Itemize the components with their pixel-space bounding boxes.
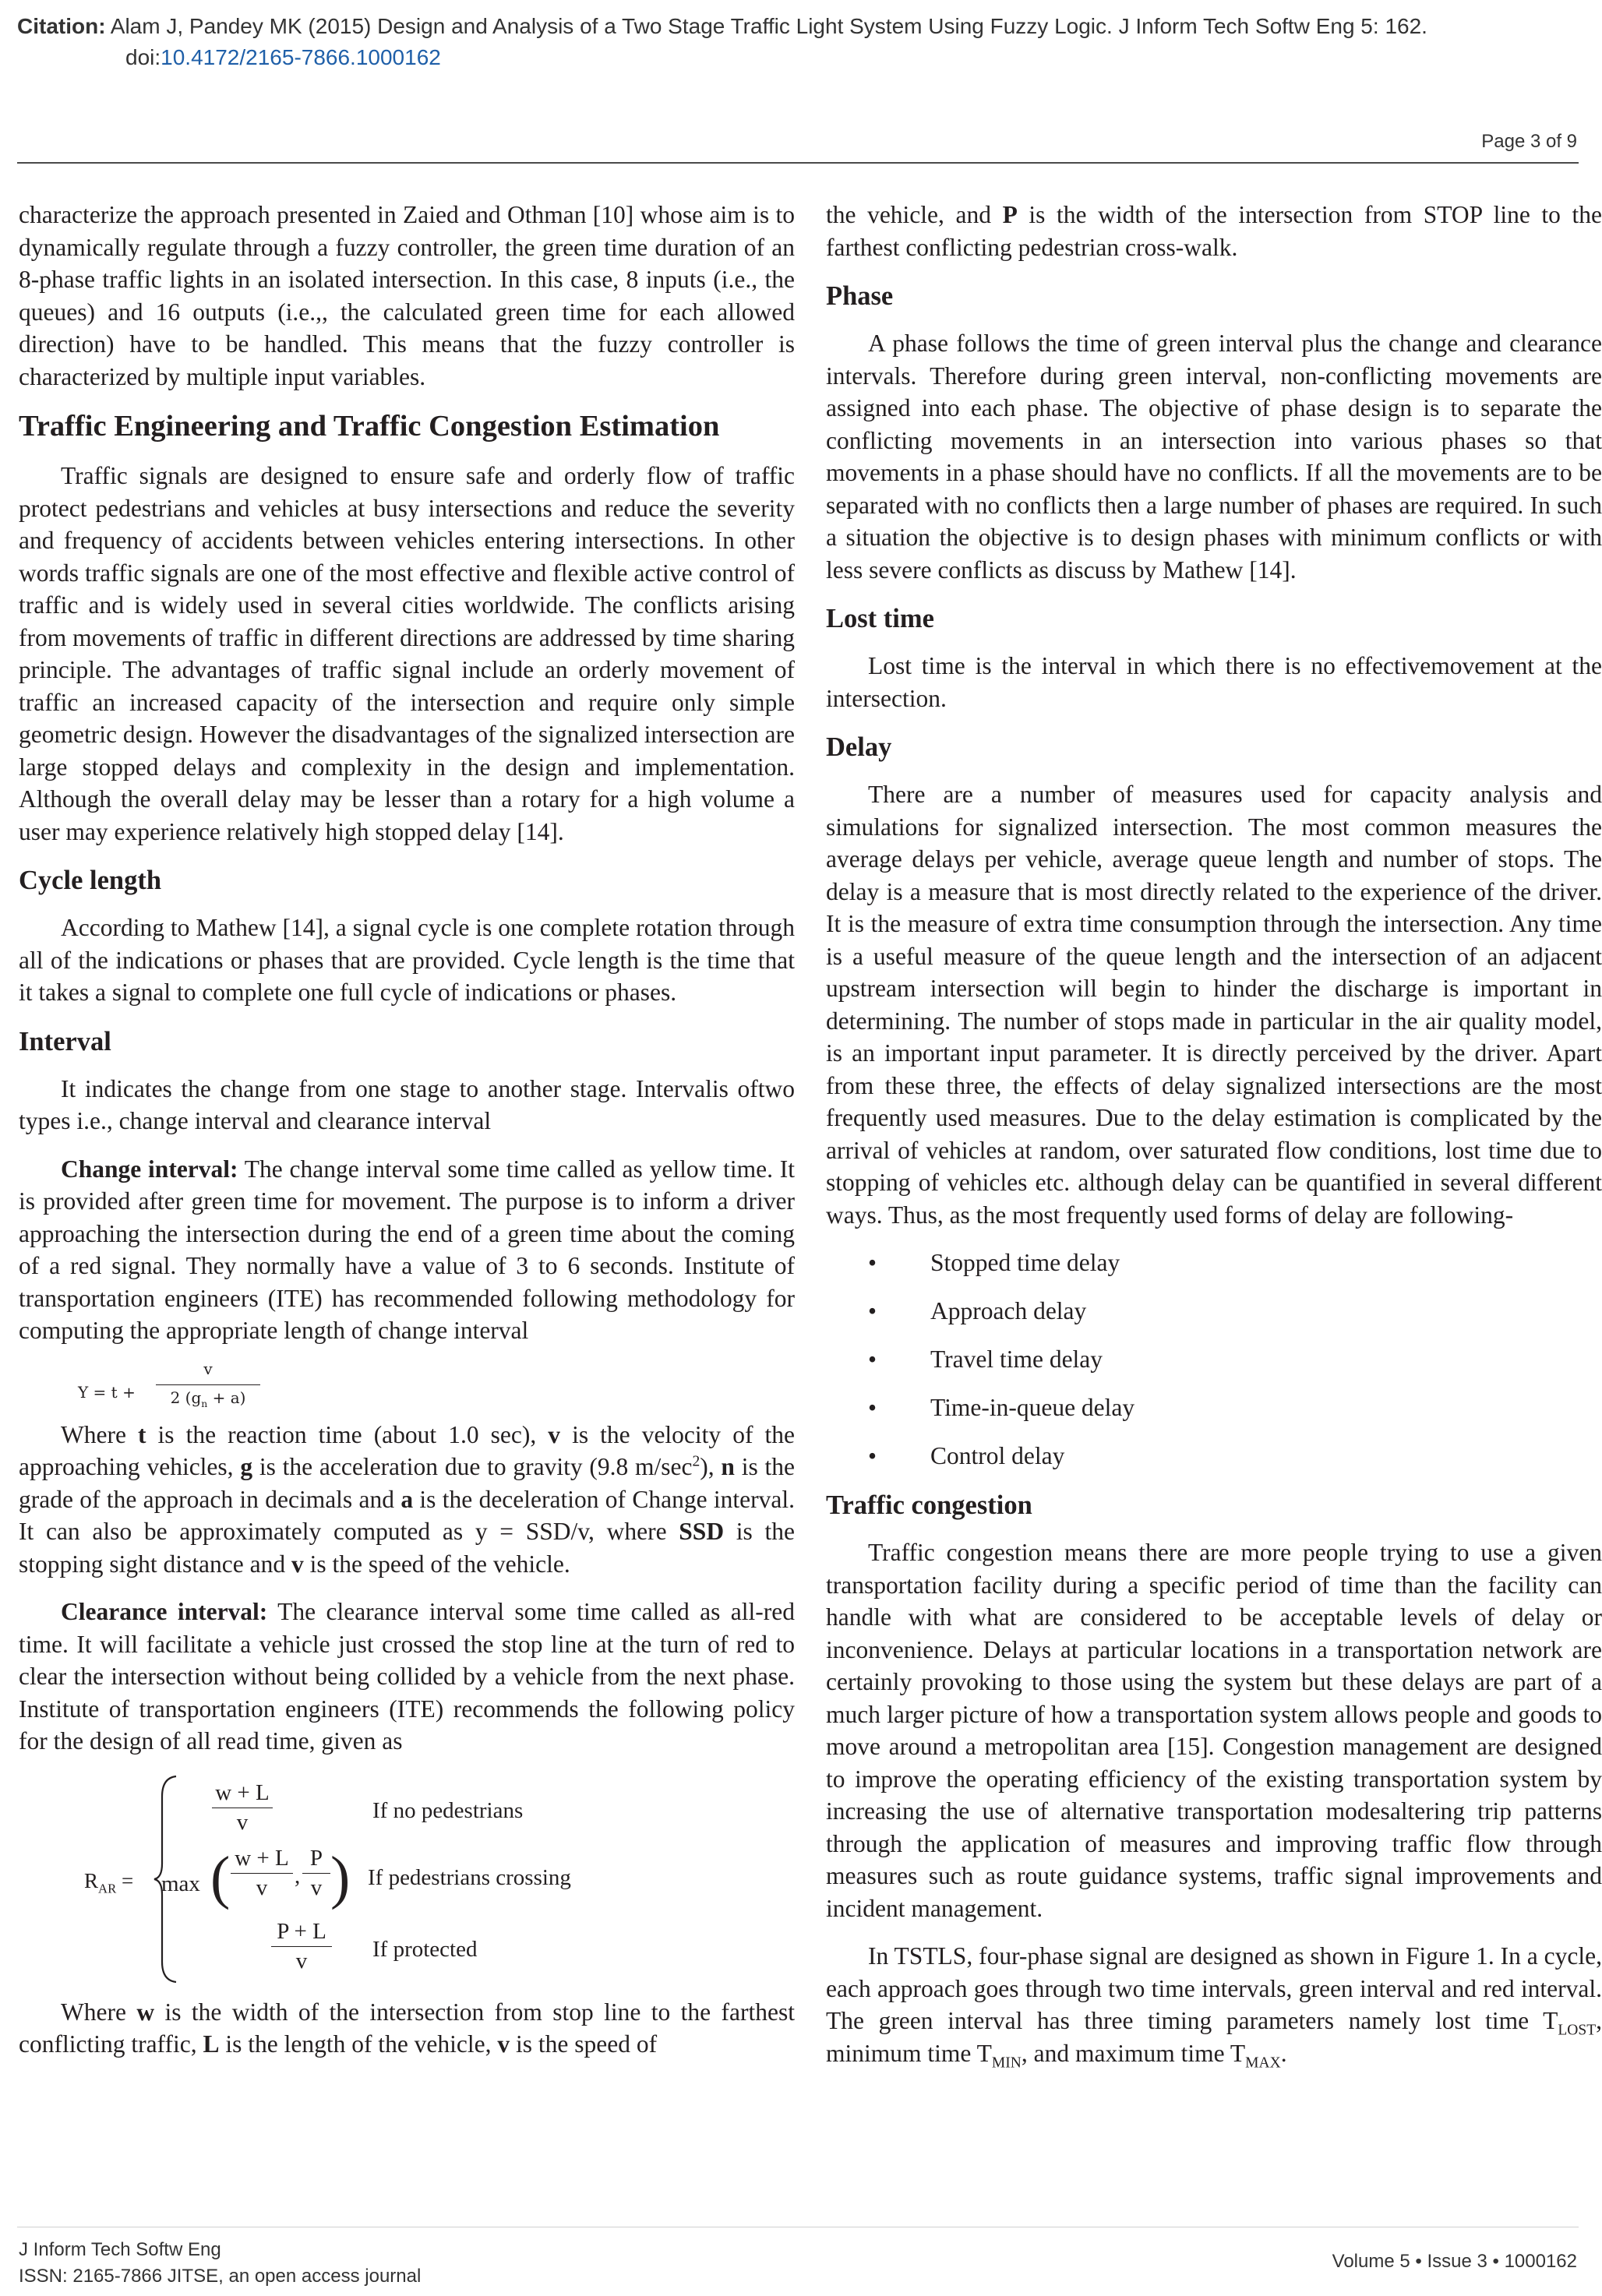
w1-n: n — [721, 1453, 735, 1480]
phase-paragraph: A phase follows the time of green interval plus the change and clearance intervals. Therefore during green interval, non-conflicting movements are assigned into each phase. The objective of phase design is to separate the conflicting movements in an intersection into various phases so that movements in a phase should have no conflicts. If all the movements are to be separated with no conflicts then a large number of phases are required. In such a situation the objective is to design phases with minimum conflicts or with less severe conflicts as discuss by Mathew [14]. — [826, 330, 1602, 584]
eq-r-sub: AR — [98, 1880, 117, 1896]
eq-r-right-paren: ) — [330, 1844, 351, 1910]
eq-r-cond-1: If no pedestrians — [372, 1797, 524, 1823]
heading-phase: Phase — [826, 281, 894, 311]
heading-traffic-congestion: Traffic congestion — [826, 1490, 1032, 1520]
w1-g2: is the deceleration of Change interval. It can also be approximately computed as y = SSD/v, where — [19, 1485, 795, 1545]
eq-r-lhs — [84, 1865, 133, 1898]
w2-v: v — [497, 2030, 510, 2058]
interval-paragraph: It indicates the change from one stage to another stage. Intervalis oftwo types i.e., change interval and clearance interval — [19, 1074, 795, 1134]
eq-r-left-paren: ( — [210, 1844, 231, 1910]
eq-y-fraction — [156, 1358, 260, 1410]
eq-r-frac-1 — [212, 1779, 273, 1836]
eq-r-frac-3-den: v — [310, 1875, 323, 1900]
where-paragraph-1 — [19, 1419, 795, 1581]
w2-l: L — [203, 2030, 220, 2058]
eq-r-frac-3-num: P — [302, 1845, 330, 1874]
eq-r-frac-1-num: w + L — [212, 1779, 273, 1808]
eq-r-frac-2-num: w + L — [231, 1845, 293, 1874]
continued-paragraph — [826, 199, 1602, 263]
w1-f: is the grade of the approach in decimals and — [19, 1453, 796, 1513]
w1-a: Where — [61, 1420, 138, 1448]
citation — [17, 11, 1583, 73]
right-column — [826, 199, 1602, 2085]
doi-link[interactable]: 10.4172/2165-7866.1000162 — [161, 45, 441, 69]
heading-interval: Interval — [19, 1026, 111, 1056]
eq-y-numerator: v — [156, 1358, 260, 1385]
eq-y-den-a: 2 (g — [170, 1388, 202, 1407]
clearance-interval-text: The clearance interval some time called as all-red time. It will facilitate a vehicle just crossed the stop line at the turn of red to clear the intersection without being collided by a vehicle from the next phase. Institute of transportation engineers (ITE) recommends the following policy for the design of all read time, given as — [19, 1598, 795, 1755]
w1-v2: v — [291, 1550, 304, 1578]
heading-cycle-length: Cycle length — [19, 866, 162, 895]
r1-b: is the width of the intersection from STOP line to the farthest conflicting pedestrian cross-walk. — [826, 201, 1602, 261]
w1-c: is the velocity of the approaching vehicles, — [19, 1420, 796, 1480]
eq-r-frac-4-num: P + L — [271, 1918, 332, 1947]
delay-paragraph: There are a number of measures used for capacity analysis and simulations for signalized intersection. The most common measures the average delays per vehicle, average queue length and number of stops. The delay is a measure that is most directly related to the experience of the driver. It is the measure of extra time consumption through the intersection. Any time is a useful measure of the queue length and the intersection of an adjacent upstream intersection will begin to hinder the discharge is important in determining. The number of stops made in particular in the air quality model, is an important input parameter. It is directly perceived by the driver. Apart from these three, the effects of delay signalized intersections are the most frequently used measures. Due to the delay estimation is complicated by the arrival of vehicles at random, over saturated flow conditions, lost time due to stopping of vehicles etc. although delay can be quantified in several different ways. Thus, as the most frequently used forms of delay are following- — [826, 781, 1602, 1229]
left-column — [19, 199, 795, 2076]
change-interval-paragraph — [19, 1153, 795, 1347]
eq-r-frac-2-den: v — [256, 1875, 268, 1900]
w1-sup: 2 — [692, 1453, 700, 1470]
signals-paragraph: Traffic signals are designed to ensure safe and orderly flow of traffic protect pedestrians and vehicles at busy intersections and reduce the severity and frequency of accidents between vehicles entering intersections. In other words traffic signals are one of the most effective and flexible active control of traffic and is widely used in several cities worldwide. The conflicts arising from movements of traffic in different directions are addressed by time sharing principle. The advantages of traffic signal include an orderly movement of traffic an increased capacity of the intersection and require only simple geometric design. However the disadvantages of the signalized intersection are large stopped delays and complexity in the design and implementation. Although the overall delay may be lesser than a rotary for a high volume a user may experience relatively high stopped delay [14]. — [19, 462, 795, 845]
w2-w: w — [136, 1998, 155, 2026]
t-sub-max: MAX — [1245, 2054, 1281, 2071]
t-a: In TSTLS, four-phase signal are designed as shown in Figure 1. In a cycle, each approach goes through two time intervals, green interval and red interval. The green interval has three timing parameters namely lost time T — [826, 1942, 1602, 2034]
citation-text: Alam J, Pandey MK (2015) Design and Analysis of a Two Stage Traffic Light System Using Fuzzy Logic. J Inform Tech Softw Eng 5: 162. — [110, 14, 1427, 38]
w1-t: t — [138, 1420, 146, 1448]
heading-delay: Delay — [826, 732, 892, 762]
eq-r-max: max — [161, 1871, 200, 1896]
eq-r-cond-2: If pedestrians crossing — [368, 1864, 571, 1890]
list-item: • Time-in-queue delay — [826, 1391, 1602, 1424]
doi-prefix: doi: — [125, 45, 161, 69]
list-item: • Control delay — [826, 1440, 1602, 1472]
clearance-interval-paragraph — [19, 1596, 795, 1758]
w2-c: is the length of the vehicle, — [219, 2030, 498, 2058]
eq-r-equals: = — [122, 1868, 134, 1892]
footer-volume: Volume 5 • Issue 3 • 1000162 — [1332, 2251, 1577, 2272]
lost-time-paragraph: Lost time is the interval in which there is no effectivemovement at the intersection. — [826, 652, 1602, 712]
t-d: . — [1280, 2039, 1287, 2067]
list-item: • Travel time delay — [826, 1343, 1602, 1376]
t-sub-lost: LOST — [1558, 2022, 1597, 2039]
eq-r-lab: R — [84, 1868, 99, 1892]
header-rule — [17, 162, 1579, 164]
w1-d: is the acceleration due to gravity (9.8 m/sec — [252, 1453, 693, 1480]
w2-a: Where — [61, 1998, 137, 2026]
eq-r-frac-2 — [231, 1845, 293, 1902]
cycle-paragraph: According to Mathew [14], a signal cycle is one complete rotation through all of the indications or phases that are provided. Cycle length is the time that it takes a signal to complete one full cycle of indications or phases. — [19, 914, 795, 1006]
footer-issn: ISSN: 2165-7866 JITSE, an open access journal — [19, 2266, 422, 2287]
intro-paragraph: characterize the approach presented in Zaied and Othman [10] whose aim is to dynamically regulate through a fuzzy controller, the green time duration of an 8-phase traffic lights in an isolated intersection. In this case, 8 inputs (i.e., the queues) and 16 outputs (i.e.,, the calculated green time for each allowed direction) have to be handled. This means that the fuzzy controller is characterized by multiple input variables. — [19, 201, 795, 390]
w1-v: v — [548, 1420, 561, 1448]
eq-y-denominator — [156, 1385, 260, 1410]
eq-r-frac-1-den: v — [236, 1809, 249, 1835]
w1-e: ), — [700, 1453, 722, 1480]
tstls-paragraph — [826, 1940, 1602, 2069]
t-sub-min: MIN — [991, 2054, 1022, 2071]
eq-r-frac-4 — [271, 1918, 332, 1975]
r1-a: the vehicle, and — [826, 201, 1003, 228]
equation-yellow-time — [19, 1358, 795, 1414]
eq-y-den-b: + a) — [212, 1388, 246, 1407]
footer-left — [19, 2237, 421, 2290]
eq-r-cond-3: If protected — [372, 1936, 478, 1962]
list-item: • Approach delay — [826, 1295, 1602, 1328]
t-c: , and maximum time T — [1021, 2039, 1246, 2067]
eq-r-frac-3 — [302, 1845, 330, 1902]
change-interval-text: The change interval some time called as yellow time. It is provided after green time for movement. The purpose is to inform a driver approaching the intersection during the end of a green time about the coming of a red signal. They normally have a value of 3 to 6 seconds. Institute of transportation engineers (ITE) has recommended following methodology for computing the appropriate length of change interval — [19, 1155, 796, 1344]
r1-p: P — [1002, 201, 1018, 228]
eq-y-lhs: Y = t + — [78, 1382, 136, 1402]
t-b: , minimum time T — [826, 2007, 1602, 2067]
eq-y-den-sub: n — [201, 1397, 208, 1409]
w1-aa: a — [400, 1485, 414, 1513]
w2-d: is the speed of — [510, 2030, 658, 2058]
section-heading-traffic: Traffic Engineering and Traffic Congestion Estimation — [19, 410, 720, 443]
page-number: Page 3 of 9 — [1481, 131, 1577, 152]
delay-list — [826, 1247, 1602, 1472]
clearance-interval-label: Clearance interval: — [61, 1598, 268, 1625]
w1-h: is the stopping sight distance and — [19, 1518, 796, 1578]
w1-i: is the speed of the vehicle. — [303, 1550, 570, 1578]
w2-b: is the width of the intersection from stop line to the farthest conflicting traffic, — [19, 1998, 795, 2058]
w1-g: g — [240, 1453, 253, 1480]
w1-ssd: SSD — [679, 1518, 725, 1545]
eq-r-frac-4-den: v — [295, 1948, 308, 1973]
where-paragraph-2 — [19, 1996, 795, 2061]
w1-b: is the reaction time (about 1.0 sec), — [146, 1420, 549, 1448]
list-item: • Stopped time delay — [826, 1247, 1602, 1279]
citation-label: Citation: — [17, 14, 106, 38]
equation-all-red — [19, 1773, 795, 1985]
eq-r-comma: , — [295, 1863, 301, 1889]
heading-lost-time: Lost time — [826, 604, 934, 633]
footer-journal: J Inform Tech Softw Eng — [19, 2239, 221, 2260]
congestion-paragraph: Traffic congestion means there are more people trying to use a given transportation facility during a specific period of time than the facility can handle with what are considered to be acceptable levels of delay or inconvenience. Delays at particular locations in a transportation network are certainly provoking to those using the system but these delays are part of a much larger picture of how a transportation system allows people and goods to move around a metropolitan area [15]. Congestion management are designed to improve the operating efficiency of the existing transportation system by increasing the use of alternative transportation modesaltering trip patterns through the application of measures and improving traffic flow through measures such as route guidance systems, traffic signal improvements and incident management. — [826, 1539, 1602, 1922]
change-interval-label: Change interval: — [61, 1155, 238, 1183]
